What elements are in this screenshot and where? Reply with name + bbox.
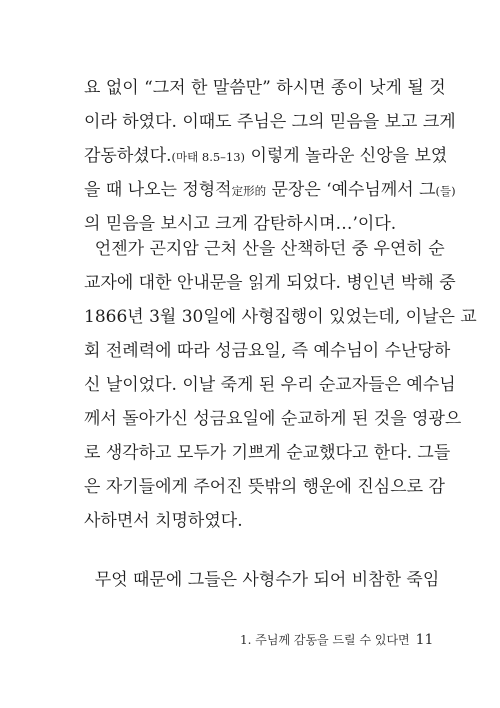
text-line: 의 믿음을 보시고 크게 감탄하시며…’이다. <box>84 214 397 234</box>
text-line <box>84 173 456 207</box>
text-line: 무엇 때문에 그들은 사형수가 되어 비참한 죽임 <box>84 570 440 590</box>
text-line: 께서 돌아가신 성금요일에 순교하게 된 것을 영광으 <box>84 409 462 429</box>
plural-annotation: (들) <box>435 184 456 198</box>
text-line <box>84 139 448 173</box>
text-run: 이렇게 놀라운 신앙을 보였 <box>245 146 448 166</box>
running-chapter-title: 1. 주님께 감동을 드릴 수 있다면 <box>240 633 410 647</box>
paragraph-1 <box>84 71 456 241</box>
text-line: 신 날이었다. 이날 죽게 된 우리 순교자들은 예수님 <box>84 375 456 395</box>
text-line: 로 생각하고 모두가 기쁘게 순교했다고 한다. 그들 <box>84 443 451 463</box>
text-line: 사하면서 치명하였다. <box>84 511 243 531</box>
hanja-annotation: 定形的 <box>231 184 267 198</box>
page-footer <box>240 631 434 648</box>
paragraph-3 <box>84 563 440 597</box>
text-line: 회 전례력에 따라 성금요일, 즉 예수님이 수난당하 <box>84 341 451 361</box>
text-line: 요 없이 “그저 한 말씀만” 하시면 종이 낫게 될 것 <box>84 78 446 98</box>
paragraph-2 <box>84 232 477 538</box>
text-line: 언젠가 곤지암 근처 산을 산책하던 중 우연히 순 <box>84 239 445 259</box>
page-number: 11 <box>415 632 434 648</box>
text-line: 이라 하였다. 이때도 주님은 그의 믿음을 보고 크게 <box>84 112 456 132</box>
text-run: 을 때 나오는 정형적 <box>84 180 232 200</box>
text-line: 교자에 대한 안내문을 읽게 되었다. 병인년 박해 중 <box>84 273 456 293</box>
text-line: 1866년 3월 30일에 사형집행이 있었는데, 이날은 교 <box>84 307 477 327</box>
bible-reference: (마태 8.5–13) <box>171 150 246 164</box>
text-line: 은 자기들에게 주어진 뜻밖의 행운에 진심으로 감 <box>84 477 445 497</box>
text-run: 문장은 ‘예수님께서 그 <box>266 180 436 200</box>
text-run: 감동하셨다. <box>84 146 172 166</box>
